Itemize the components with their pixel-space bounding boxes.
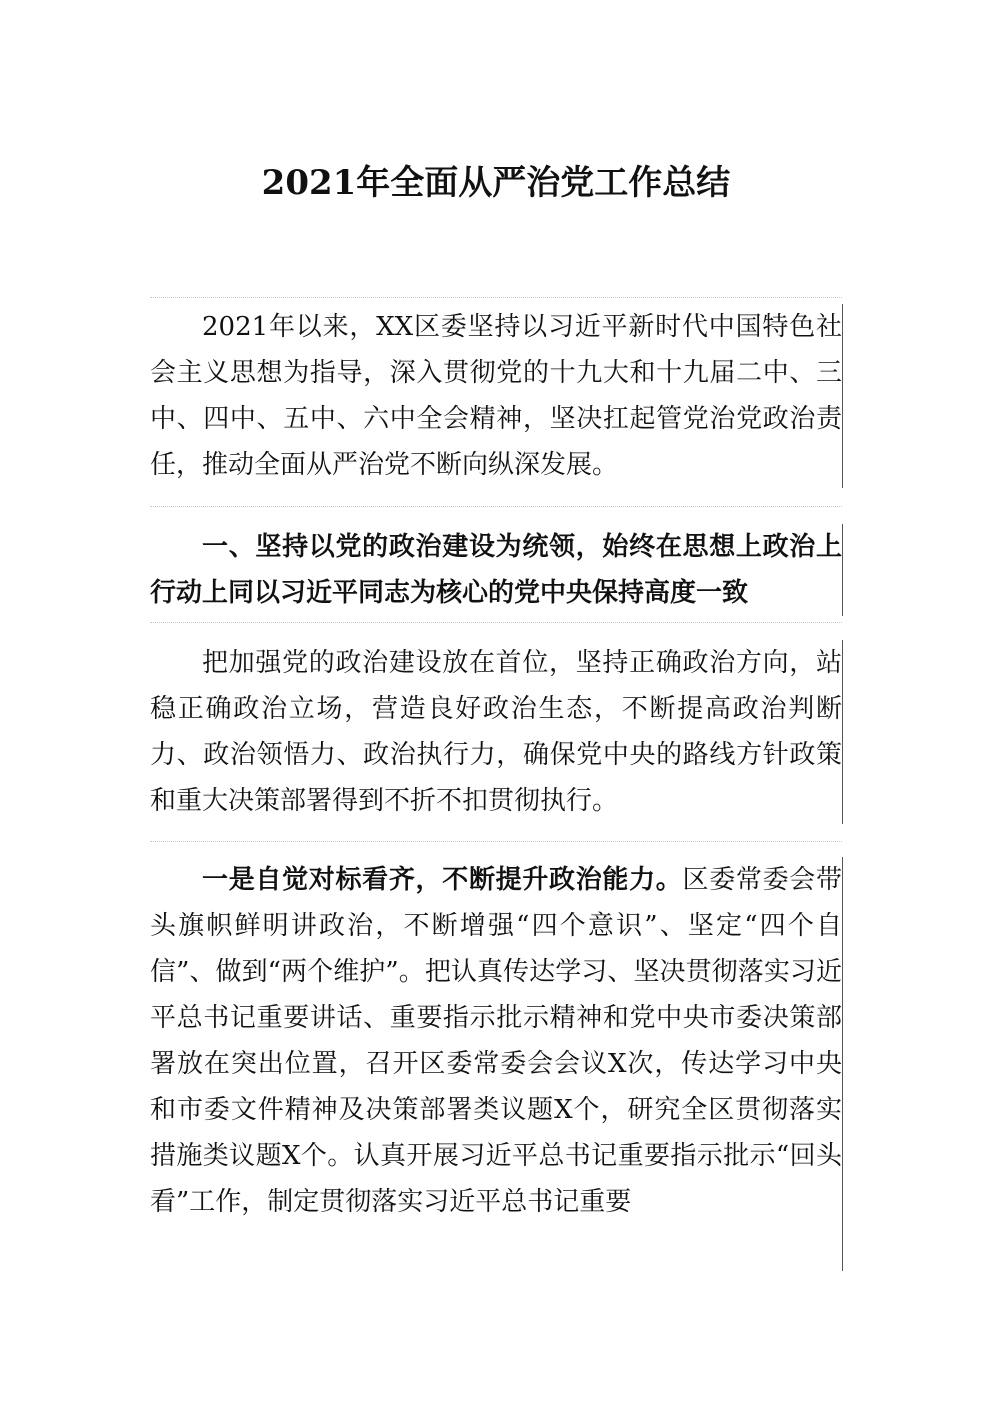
point-1-lead: 一是自觉对标看齐，不断提升政治能力。 xyxy=(202,865,683,895)
point-1-paragraph xyxy=(150,857,843,1271)
paragraph-separator xyxy=(150,297,842,298)
intro-paragraph: 2021年以来，XX区委坚持以习近平新时代中国特色社会主义思想为指导，深入贯彻党的十九大和十九届二中、三中、四中、五中、六中全会精神，坚决扛起管党治党政治责任，推动全面从严治党不断向纵深发展。 xyxy=(150,304,843,488)
paragraph-separator xyxy=(150,841,842,842)
section-1-body-paragraph: 把加强党的政治建设放在首位，坚持正确政治方向，站稳正确政治立场，营造良好政治生态，不断提高政治判断力、政治领悟力、政治执行力，确保党中央的路线方针政策和重大决策部署得到不折不扣贯彻执行。 xyxy=(150,640,843,824)
point-1-body: 区委常委会带头旗帜鲜明讲政治，不断增强“四个意识”、坚定“四个自信”、做到“两个维护”。把认真传达学习、坚决贯彻落实习近平总书记重要讲话、重要指示批示精神和党中央市委决策部署放在突出位置，召开区委常委会会议X次，传达学习中央和市委文件精神及决策部署类议题X个，研究全区贯彻落实措施类议题X个。认真开展习近平总书记重要指示批示“回头看”工作，制定贯彻落实习近平总书记重要 xyxy=(150,865,842,1217)
paragraph-separator xyxy=(150,506,842,507)
paragraph-separator xyxy=(150,622,842,623)
document-title: 2021年全面从严治党工作总结 xyxy=(261,163,731,203)
section-heading-1: 一、坚持以党的政治建设为统领，始终在思想上政治上行动上同以习近平同志为核心的党中央保持高度一致 xyxy=(150,524,843,616)
